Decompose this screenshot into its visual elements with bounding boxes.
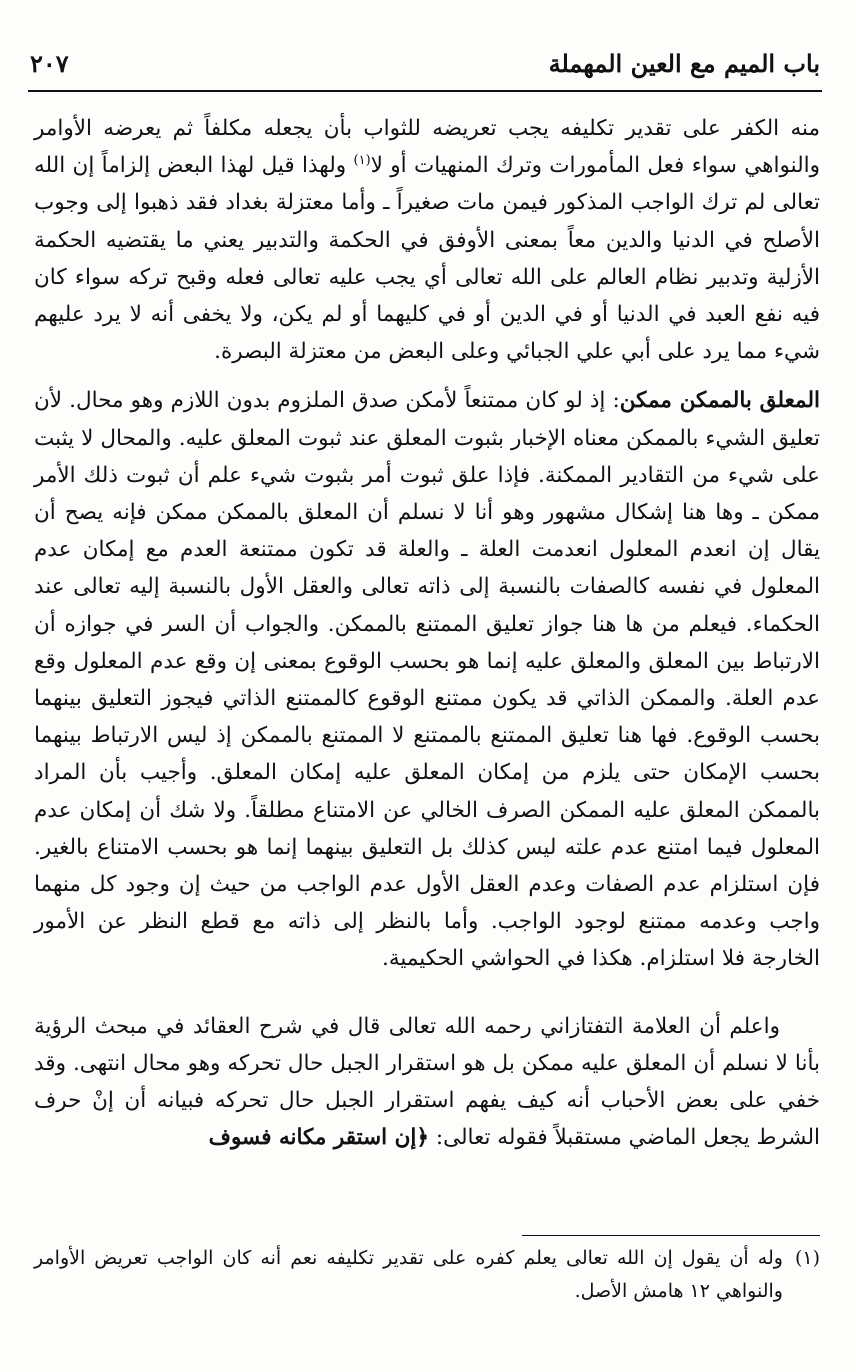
footnote-text: وله أن يقول إن الله تعالى يعلم كفره على تقدير تكليفه نعم أنه كان الواجب تعريض الأوامر والنواهي ١٢ هامش الأصل. (34, 1247, 783, 1302)
paragraph-1 (34, 110, 820, 370)
paragraph-1-text-cont: ولهذا قيل لهذا البعض إلزاماً إن الله تعالى لم ترك الواجب المذكور فيمن مات صغيراً ـ وأما معتزلة بغداد فقد ذهبوا إلى وجوب الأصلح في الدنيا والدين معاً بمعنى الأوفق في الحكمة والتدبير يعني ما يقتضيه الحكمة الأزلية وتدبير نظام العالم على الله تعالى أي يجب عليه تعالى فعله وقبح تركه سواء كان فيه نفع العبد في الدنيا أو في الدين أو في كليهما أو لم يكن، ولا يخفى أنه لا يرد عليهم شيء مما يرد على أبي علي الجبائي وعلى البعض من معتزلة البصرة. (34, 153, 820, 365)
page-number: ٢٠٧ (30, 48, 69, 78)
footnote-number: (١) (794, 1247, 820, 1269)
header-divider (28, 90, 822, 92)
footnote-divider (522, 1235, 820, 1236)
quran-verse: ﴿إن استقر مكانه فسوف (208, 1125, 429, 1151)
running-header (30, 42, 820, 84)
paragraph-3 (34, 1008, 820, 1157)
paragraph-2 (34, 382, 820, 977)
chapter-title: باب الميم مع العين المهملة (548, 48, 820, 78)
footnote (34, 1242, 820, 1308)
paragraph-2-text: : إذ لو كان ممتنعاً لأمكن صدق الملزوم بدون اللازم وهو محال. لأن تعليق الشيء بالممكن معناه الإخبار بثبوت المعلق عند ثبوت المعلق عليه. والمحال لا يثبت على شيء من التقادير الممكنة. فإذا علق ثبوت أمر بثبوت شيء علم أن ثبوت ذلك الأمر ممكن ـ وها هنا إشكال مشهور وهو أنا لا نسلم أن المعلق بالممكن ممكن فإنه يصح أن يقال إن انعدم المعلول انعدمت العلة ـ والعلة قد تكون ممتنعة العدم مع إمكان عدم المعلول في نفسه كالصفات بالنسبة إلى ذاته تعالى والعقل الأول بالنسبة إليه تعالى عند الحكماء. فيعلم من ها هنا جواز تعليق الممتنع بالممكن. والجواب أن السر في جوازه أن الارتباط بين المعلق والمعلق عليه إنما هو بحسب الوقوع بمعنى إن وقع عدم المعلول وقع عدم العلة. والممكن الذاتي قد يكون ممتنع الوقوع كالممتنع الذاتي فيجوز التعليق بينهما بحسب الوقوع. فها هنا تعليق الممتنع بالممتنع لا الممتنع بالممكن إذ ليس الارتباط بينهما بحسب الإمكان حتى يلزم من إمكان المعلق عليه إمكان المعلق. وأجيب بأن المراد بالممكن المعلق عليه الممكن الصرف الخالي عن الامتناع مطلقاً. ولا شك أن إمكان عدم المعلول فيما امتنع عدم علته ليس كذلك بل التعليق بينهما إنما هو بحسب الامتناع بالغير. فإن استلزام عدم الصفات وعدم العقل الأول عدم الواجب من حيث إن وجود كل منهما واجب وعدمه ممتنع لوجود الواجب. وأما بالنظر إلى ذاته مع قطع النظر عن الأمور الخارجة فلا استلزام. هكذا في الحواشي الحكيمية. (34, 388, 820, 972)
footnote-reference[interactable]: (١) (353, 153, 371, 169)
entry-term: المعلق بالممكن ممكن (619, 388, 821, 414)
paragraph-1-text: منه الكفر على تقدير تكليفه يجب تعريضه للثواب بأن يجعله مكلفاً ثم يعرضه الأوامر والنواهي سواء فعل المأمورات وترك المنهيات أو لا (34, 116, 820, 179)
main-text (34, 110, 820, 1156)
paragraph-3-text: واعلم أن العلامة التفتازاني رحمه الله تعالى قال في شرح العقائد في مبحث الرؤية بأنا لا نسلم أن المعلق عليه ممكن بل هو استقرار الجبل حال تحركه وهو محال انتهى. وقد خفي على بعض الأحباب أنه كيف يفهم استقرار الجبل حال تحركه فبيانه أن إنْ حرف الشرط يجعل الماضي مستقبلاً فقوله تعالى: (34, 1013, 820, 1151)
